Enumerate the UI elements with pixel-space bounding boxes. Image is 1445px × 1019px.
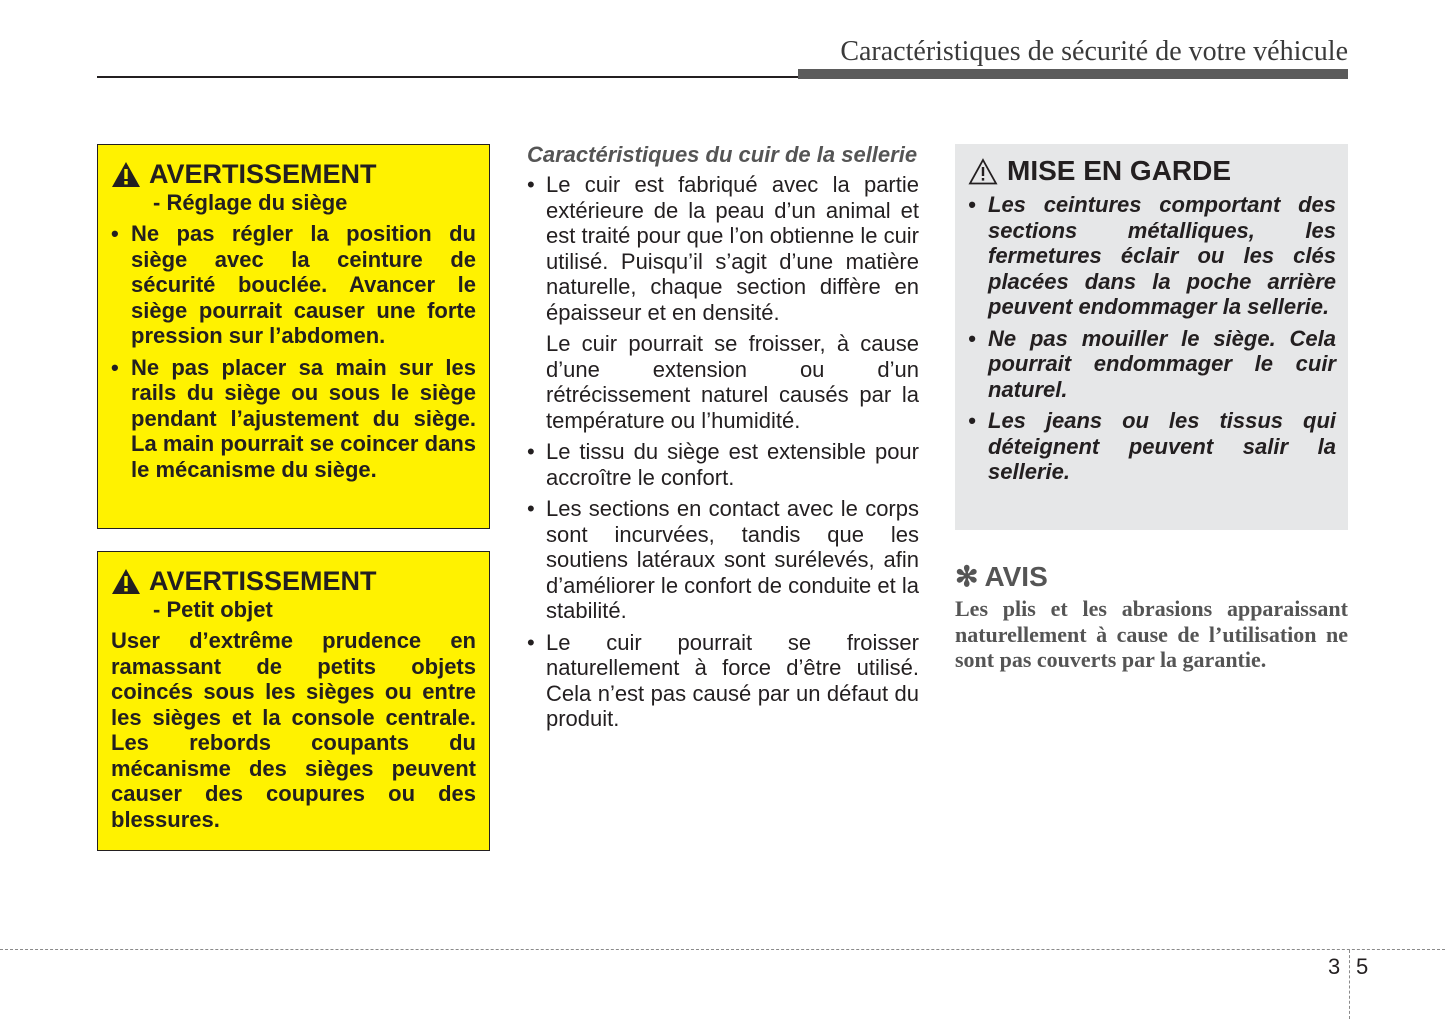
paragraph: • Le tissu du siège est extensible pour accroître le confort. [546, 439, 919, 490]
list-item: • Ne pas régler la position du siège avec la ceinture de sécurité bouclée. Avancer le siège pourrait causer une forte pression sur l’abdomen. [111, 221, 476, 349]
paragraph: • Le cuir est fabriqué avec la partie extérieure de la peau d’un animal et est traité pour que l’on obtienne le cuir utilisé. Puisqu’il s’agit d’une matière naturelle, chaque section diffère en épaisseur et en densité. [546, 172, 920, 325]
list-item [527, 496, 919, 624]
warning-text: User d’extrême prudence en ramassant de petits objets coincés sous les sièges ou entre les sièges et la console centrale. Les rebords coupants du mécanisme des sièges peuvent causer des coupures ou des blessures. [111, 628, 476, 832]
chapter-number: 3 [1328, 954, 1341, 979]
paragraph: • Les sections en contact avec le corps sont incurvées, tandis que les soutiens latéraux sont surélevés, afin d’améliorer le confort de conduite et la stabilité. [546, 496, 919, 623]
warning-heading [111, 566, 476, 596]
list-item: • Les ceintures comportant des sections métalliques, les fermetures éclair ou les clés placées dans la poche arrière peuvent endommager la sellerie. [968, 192, 1336, 320]
warning-title: AVERTISSEMENT [149, 566, 377, 596]
notice-section [955, 560, 1348, 673]
paragraph: Le cuir pourrait se froisser, à cause d’une extension ou d’un rétrécissement naturel causés par la température ou l’humidité. [546, 331, 919, 433]
warning-triangle-icon [111, 161, 141, 188]
list-item: • Ne pas mouiller le siège. Cela pourrait endommager le cuir naturel. [968, 326, 1336, 403]
notice-star-icon: ✻ [955, 561, 979, 592]
warning-subtitle: - Petit objet [153, 597, 273, 622]
list-item [527, 172, 919, 433]
caution-triangle-icon [968, 158, 998, 185]
list-item [527, 630, 919, 732]
caution-box [955, 144, 1348, 530]
caution-heading [968, 154, 1336, 188]
warning-box-seat-adjustment [97, 144, 490, 529]
warning-triangle-icon [111, 568, 141, 595]
header-bar [798, 69, 1348, 79]
warning-heading [111, 159, 476, 189]
warning-title: AVERTISSEMENT [149, 159, 377, 189]
warning-subtitle: - Réglage du siège [153, 190, 348, 215]
header-rule [97, 76, 798, 78]
caution-list [968, 192, 1336, 485]
notice-heading [955, 560, 1348, 594]
notice-text: Les plis et les abrasions apparaissant naturellement à cause de l’utilisation ne sont pas couverts par la garantie. [955, 596, 1348, 672]
warning-list [111, 221, 476, 482]
warning-box-small-object [97, 551, 490, 851]
notice-title: AVIS [984, 561, 1048, 592]
footer-page-divider [1349, 950, 1350, 1019]
paragraph: • Le cuir pourrait se froisser naturellement à force d’être utilisé. Cela n’est pas causé par un défaut du produit. [546, 629, 919, 731]
page-header-title: Caractéristiques de sécurité de votre véhicule [840, 36, 1348, 67]
list-item: • Les jeans ou les tissus qui déteignent peuvent salir la sellerie. [968, 408, 1336, 485]
list-item [527, 439, 919, 490]
footer-divider [0, 949, 1445, 950]
list-item: • Ne pas placer sa main sur les rails du siège ou sous le siège pendant l’ajustement du siège. La main pourrait se coincer dans le mécanisme du siège. [111, 355, 476, 483]
section-title: Caractéristiques du cuir de la sellerie [527, 142, 918, 167]
leather-section [527, 141, 919, 738]
leather-list [527, 172, 919, 732]
caution-title: MISE EN GARDE [1007, 155, 1232, 186]
page-number: 5 [1356, 954, 1369, 979]
